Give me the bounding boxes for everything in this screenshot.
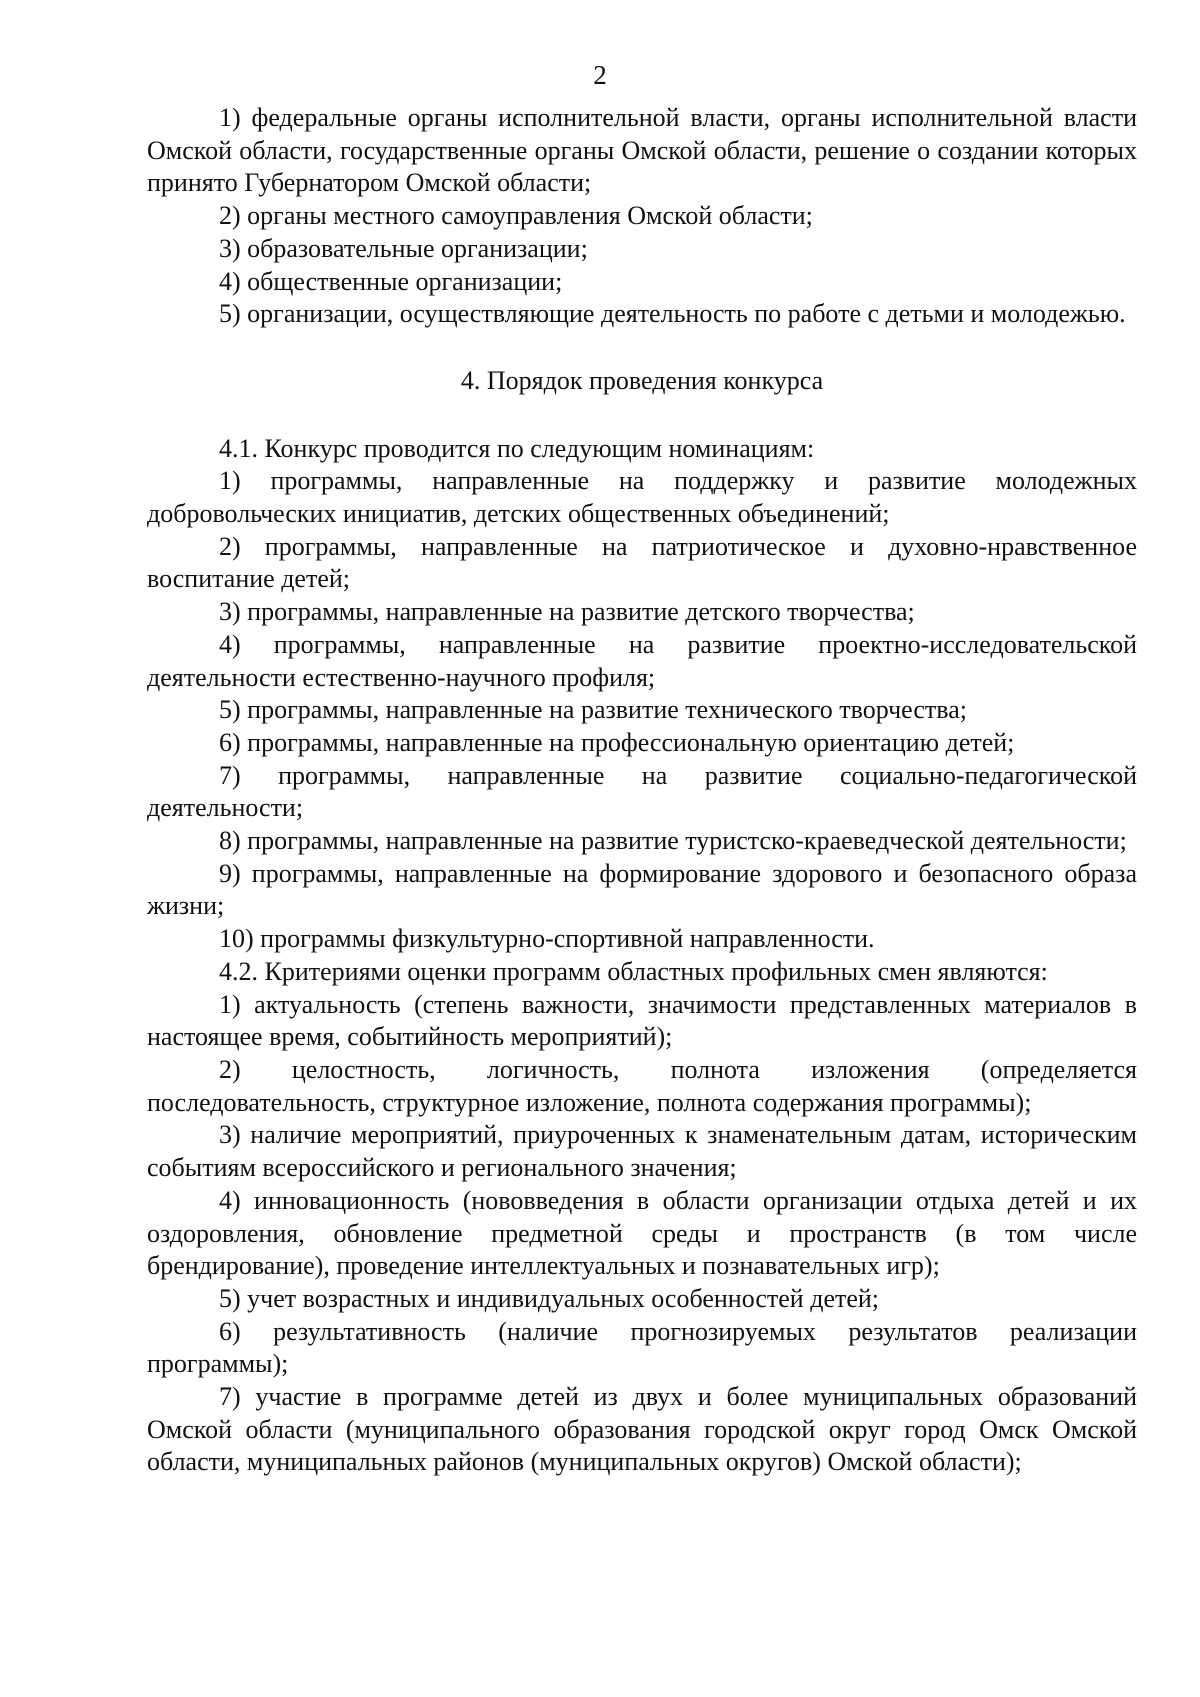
- page-number: 2: [593, 60, 607, 90]
- list-item: 9) программы, направленные на формирование здорового и безопасного образа жизни;: [147, 858, 1137, 921]
- list-item: 2) органы местного самоуправления Омской области;: [219, 201, 813, 231]
- list-item: 6) программы, направленные на профессиональную ориентацию детей;: [219, 727, 1015, 757]
- list-item: 7) программы, направленные на развитие социально-педагогической деятельности;: [147, 760, 1137, 823]
- list-item: 6) результативность (наличие прогнозируемых результатов реализации программы);: [147, 1316, 1137, 1379]
- list-item: 3) наличие мероприятий, приуроченных к знаменательным датам, историческим событиям всероссийского и регионального значения;: [147, 1120, 1137, 1183]
- list-item: 1) федеральные органы исполнительной власти, органы исполнительной власти Омской области, государственные органы Омской области, решение о создании которых принято Губернатором Омской области;: [147, 103, 1137, 198]
- list-item: 3) образовательные организации;: [219, 233, 588, 263]
- list-item: 1) программы, направленные на поддержку и развитие молодежных добровольческих инициатив, детских общественных объединений;: [147, 466, 1137, 529]
- list-item: 1) актуальность (степень важности, значимости представленных материалов в настоящее время, событийность мероприятий);: [147, 989, 1137, 1052]
- list-item: 4.2. Критериями оценки программ областных профильных смен являются:: [219, 956, 1048, 986]
- list-item: 4) общественные организации;: [219, 266, 563, 296]
- list-item: 2) программы, направленные на патриотическое и духовно-нравственное воспитание детей;: [147, 531, 1137, 594]
- list-item: 5) программы, направленные на развитие технического творчества;: [219, 695, 967, 725]
- list-item: 10) программы физкультурно-спортивной направленности.: [219, 924, 875, 954]
- list-item: 8) программы, направленные на развитие туристско-краеведческой деятельности;: [219, 826, 1127, 856]
- section-heading: 4. Порядок проведения конкурса: [460, 365, 824, 395]
- list-item: 4) инновационность (нововведения в области организации отдыха детей и их оздоровления, обновление предметной среды и пространств (в том числе брендирование), проведение интеллектуальных и познавательных игр);: [147, 1185, 1137, 1281]
- list-item: 5) учет возрастных и индивидуальных особенностей детей;: [219, 1283, 880, 1313]
- list-item: 2) целостность, логичность, полнота изложения (определяется последовательность, структурное изложение, полнота содержания программы);: [147, 1054, 1137, 1117]
- list-item: 7) участие в программе детей из двух и более муниципальных образований Омской области (муниципального образования городской округ город Омск Омской области, муниципальных районов (муниципальных округов) Омской области);: [147, 1382, 1137, 1477]
- document-body: [147, 102, 1137, 1479]
- list-item: 4.1. Конкурс проводится по следующим номинациям:: [219, 433, 815, 463]
- list-item: 4) программы, направленные на развитие проектно-исследовательской деятельности естественно-научного профиля;: [147, 629, 1137, 692]
- list-item: 3) программы, направленные на развитие детского творчества;: [219, 597, 915, 627]
- list-item: 5) организации, осуществляющие деятельность по работе с детьми и молодежью.: [219, 299, 1126, 329]
